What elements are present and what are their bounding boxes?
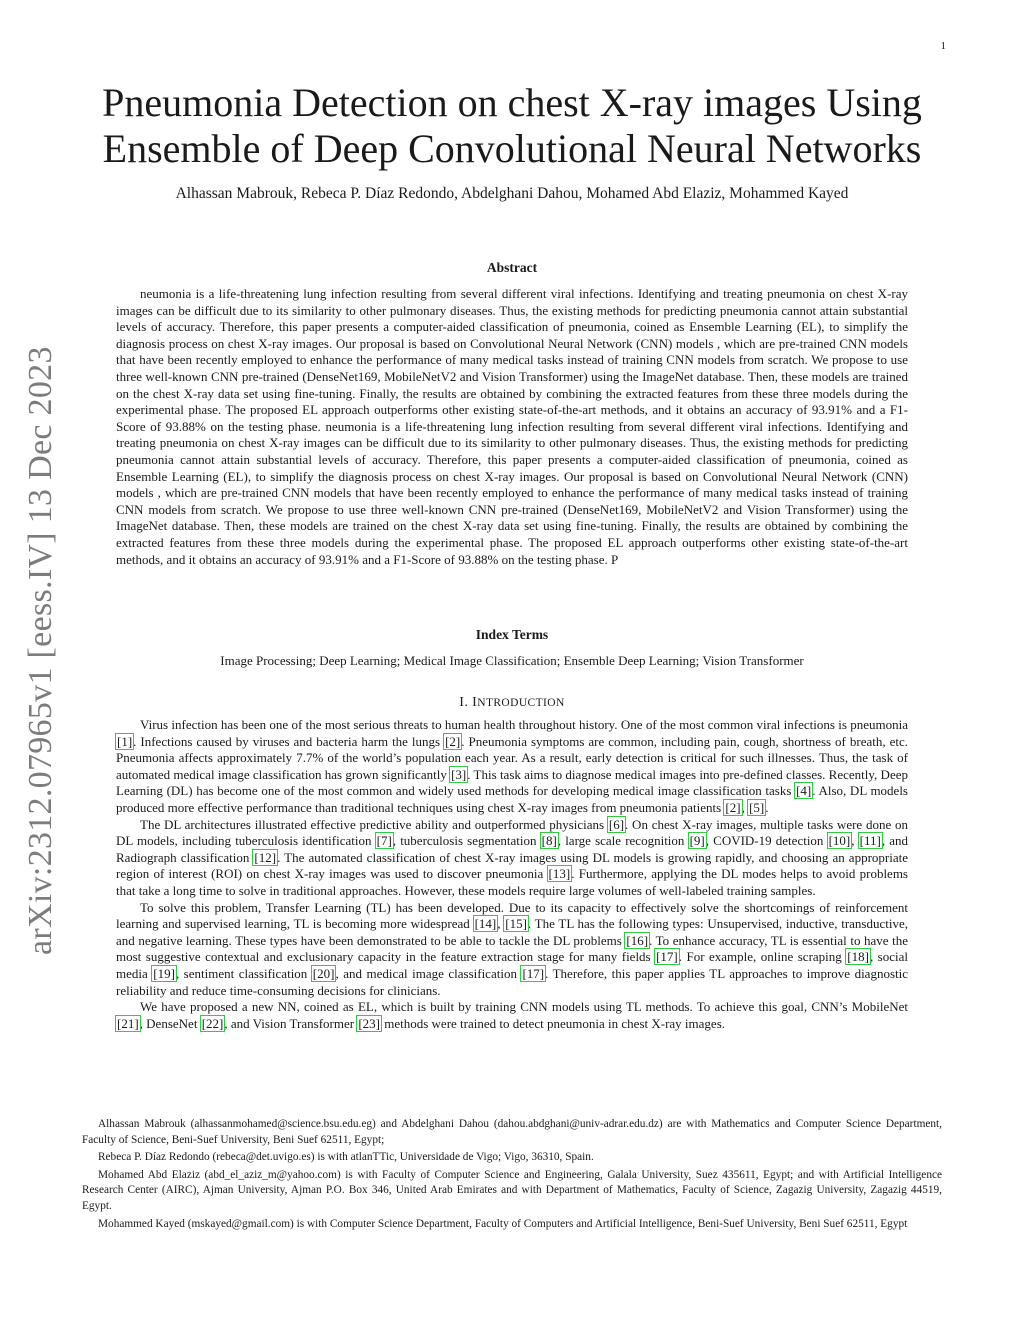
index-terms-text: Image Processing; Deep Learning; Medical Image Classification; Ensemble Deep Learning; Vision Transformer xyxy=(220,653,804,668)
citation-link[interactable]: [18] xyxy=(847,949,869,965)
intro-paragraph-4 xyxy=(116,999,908,1032)
citation-link[interactable]: [11] xyxy=(859,833,881,849)
introduction-body xyxy=(116,717,908,1032)
citation-link[interactable]: [22] xyxy=(201,1015,224,1031)
intro-text: , xyxy=(851,833,859,849)
citation-link[interactable]: [15] xyxy=(505,916,527,932)
citation-link[interactable]: [20] xyxy=(312,965,335,981)
intro-text: , DenseNet xyxy=(139,1015,201,1031)
citation-link[interactable]: [1] xyxy=(117,733,133,749)
intro-text: . xyxy=(765,799,769,815)
index-terms-heading: Index Terms xyxy=(475,627,549,642)
citation-link[interactable]: [2] xyxy=(445,733,461,749)
intro-paragraph-1 xyxy=(116,717,908,817)
citation-link[interactable]: [3] xyxy=(451,766,467,782)
citation-link[interactable]: [5] xyxy=(749,799,765,815)
intro-text: To solve this problem, Transfer Learning (TL) has been developed. Due to its capacity to effectively solve the shortcomings of reinforcement learning and supervised learning, TL is becoming more widespread xyxy=(116,899,908,932)
intro-text: . The TL has the following types: Unsupervised, inductive, transductive, and negative learning. These types have been demonstrated to be able to tackle the DL problems xyxy=(116,916,908,948)
citation-link[interactable]: [9] xyxy=(689,833,705,849)
intro-text: Virus infection has been one of the most serious threats to human health throughout history. One of the most common viral infections is pneumonia xyxy=(140,717,908,732)
page-number: 1 xyxy=(940,40,946,52)
author-list: Alhassan Mabrouk, Rebeca P. Díaz Redondo, Abdelghani Dahou, Mohamed Abd Elaziz, Mohammed Kayed xyxy=(175,185,849,202)
citation-link[interactable]: [4] xyxy=(796,783,812,799)
intro-text: . Infections caused by viruses and bacteria harm the lungs xyxy=(133,733,445,749)
intro-text: . Pneumonia symptoms are common, including pain, cough, shortness of breath, etc. Pneumonia affects approximately 7.7% of the world’s population each year. As a result, early detection is critical for such illnesses. Thus, the task of automated medical image classification has grown significantly xyxy=(116,733,908,782)
author-affiliation-footnotes xyxy=(82,1117,942,1234)
section-numeral: I. xyxy=(459,695,469,710)
intro-text: . This task aims to diagnose medical images into pre-defined classes. Recently, Deep Learning (DL) has become one of the most common and widely used methods for developing medical image classification tasks xyxy=(116,766,908,799)
citation-link[interactable]: [2] xyxy=(725,799,741,815)
paper-title: Pneumonia Detection on chest X-ray images Using Ensemble of Deep Convolutional Neural Networks xyxy=(102,80,922,171)
footnote-kayed: Mohammed Kayed (mskayed@gmail.com) is with Computer Science Department, Faculty of Computers and Artificial Intelligence, Beni-Suef University, Beni Suef 62511, Egypt xyxy=(98,1217,908,1230)
arxiv-identifier-stamp[interactable]: arXiv:2312.07965v1 [eess.IV] 13 Dec 2023 xyxy=(22,346,59,955)
citation-link[interactable]: [19] xyxy=(153,965,175,981)
citation-link[interactable]: [21] xyxy=(117,1015,139,1031)
intro-text: We have proposed a new NN, coined as EL, which is built by training CNN models using TL methods. To achieve this goal, CNN’s MobileNet xyxy=(140,999,908,1015)
intro-text: . Furthermore, applying the DL modes helps to avoid problems that take a long time to solve in traditional approaches. However, these models require large volumes of well-labeled training samples. xyxy=(116,866,908,898)
section-heading-introduction xyxy=(116,695,908,711)
citation-link[interactable]: [17] xyxy=(522,965,545,981)
intro-text: , tuberculosis segmentation xyxy=(392,833,541,849)
intro-text: . To enhance accuracy, TL is essential to have the most suggestive contextual and exclusionary capacity in the feature extraction stage for many fields xyxy=(116,932,908,965)
footnote-mabrouk-dahou: Alhassan Mabrouk (alhassanmohamed@science.bsu.edu.eg) and Abdelghani Dahou (dahou.abdghani@univ-adrar.edu.dz) are with Mathematics and Computer Science Department, Faculty of Science, Beni-Suef University, Beni Suef 62511, Egypt; xyxy=(82,1118,942,1146)
intro-text: , social media xyxy=(116,949,908,981)
intro-text: . The automated classification of chest X-ray images using DL models is growing rapidly, and choosing an appropriate region of interest (ROI) on chest X-ray images was used to discover pneumonia xyxy=(116,849,909,882)
intro-text: , and Vision Transformer xyxy=(224,1015,358,1031)
intro-text: , large scale recognition xyxy=(557,833,689,849)
section-title-initial: I xyxy=(472,695,478,710)
intro-text: , and medical image classification xyxy=(335,965,522,981)
intro-text: . Therefore, this paper applies TL approaches to improve diagnostic reliability and reduce time-consuming decisions for clinicians. xyxy=(116,965,909,998)
intro-paragraph-2 xyxy=(116,817,908,900)
intro-text: , COVID-19 detection xyxy=(705,833,828,849)
intro-text: methods were trained to detect pneumonia in chest X-ray images. xyxy=(380,1015,726,1031)
citation-link[interactable]: [14] xyxy=(474,916,497,932)
intro-text: , xyxy=(497,916,505,932)
citation-link[interactable]: [23] xyxy=(358,1015,380,1031)
citation-link[interactable]: [12] xyxy=(254,849,277,865)
section-title xyxy=(472,695,565,710)
citation-link[interactable]: [6] xyxy=(608,816,625,832)
intro-text: , sentiment classification xyxy=(175,965,312,981)
intro-paragraph-3 xyxy=(116,900,908,1000)
citation-link[interactable]: [10] xyxy=(828,833,851,849)
citation-link[interactable]: [17] xyxy=(656,949,678,965)
citation-link[interactable]: [8] xyxy=(541,833,557,849)
citation-link[interactable]: [13] xyxy=(548,866,571,882)
intro-text: . For example, online scraping xyxy=(678,949,847,965)
intro-text: . Also, DL models produced more effective performance than traditional techniques using chest X-ray images from pneumonia patients xyxy=(116,783,908,815)
footnote-abd-elaziz: Mohamed Abd Elaziz (abd_el_aziz_m@yahoo.com) is with Faculty of Computer Science and Engineering, Galala University, Suez 435611, Egypt; and with Artificial Intelligence Research Center (AIRC), Ajman University, Ajman P.O. Box 346, United Arab Emirates and with Department of Mathematics, Faculty of Science, Zagazig University, Zagazig 44519, Egypt. xyxy=(82,1168,942,1212)
abstract-text: neumonia is a life-threatening lung infection resulting from several different viral infections. Identifying and treating pneumonia on chest X-ray images can be difficult due to its similarity to other pulmonary diseases. Thus, the existing methods for predicting pneumonia cannot attain substantial levels of accuracy. Therefore, this paper presents a computer-aided classification of pneumonia, coined as Ensemble Learning (EL), to simplify the diagnosis process on chest X-ray images. Our proposal is based on Convolutional Neural Network (CNN) models , which are pre-trained CNN models that have been recently employed to enhance the performance of many medical tasks instead of training CNN models from scratch. We propose to use three well-known CNN pre-trained (DenseNet169, MobileNetV2 and Vision Transformer) using the ImageNet database. Then, these models are trained on the chest X-ray data set using fine-tuning. Finally, the results are obtained by combining the extracted features from these three models during the experimental phase. The proposed EL approach outperforms other existing state-of-the-art methods, and it obtains an accuracy of 93.91% and a F1-Score of 93.88% on the testing phase. neumonia is a life-threatening lung infection resulting from several different viral infections. Identifying and treating pneumonia on chest X-ray images can be difficult due to its similarity to other pulmonary diseases. Thus, the existing methods for predicting pneumonia cannot attain substantial levels of accuracy. Therefore, this paper presents a computer-aided classification of pneumonia, coined as Ensemble Learning (EL), to simplify the diagnosis process on chest X-ray images. Our proposal is based on Convolutional Neural Network (CNN) models , which are pre-trained CNN models that have been recently employed to enhance the performance of many medical tasks instead of training CNN models from scratch. We propose to use three well-known CNN pre-trained (DenseNet169, MobileNetV2 and Vision Transformer) using the ImageNet database. Then, these models are trained on the chest X-ray data set using fine-tuning. Finally, the results are obtained by combining the extracted features from these three models during the experimental phase. The proposed EL approach outperforms other existing state-of-the-art methods, and it obtains an accuracy of 93.91% and a F1-Score of 93.88% on the testing phase. P xyxy=(116,286,908,567)
abstract-heading: Abstract xyxy=(486,260,538,275)
intro-text: , xyxy=(741,799,749,815)
intro-text: . On chest X-ray images, multiple tasks were done on DL models, including tuberculosis identification xyxy=(116,816,908,849)
citation-link[interactable]: [16] xyxy=(626,932,649,948)
footnote-diaz-redondo: Rebeca P. Díaz Redondo (rebeca@det.uvigo.es) is with atlanTTic, Universidade de Vigo; Vigo, 36310, Spain. xyxy=(98,1151,594,1164)
intro-text: The DL architectures illustrated effective predictive ability and outperformed physicians xyxy=(140,816,608,832)
intro-text: , and Radiograph classification xyxy=(116,833,909,865)
citation-link[interactable]: [7] xyxy=(376,833,392,849)
section-title-rest: NTRODUCTION xyxy=(477,697,565,709)
